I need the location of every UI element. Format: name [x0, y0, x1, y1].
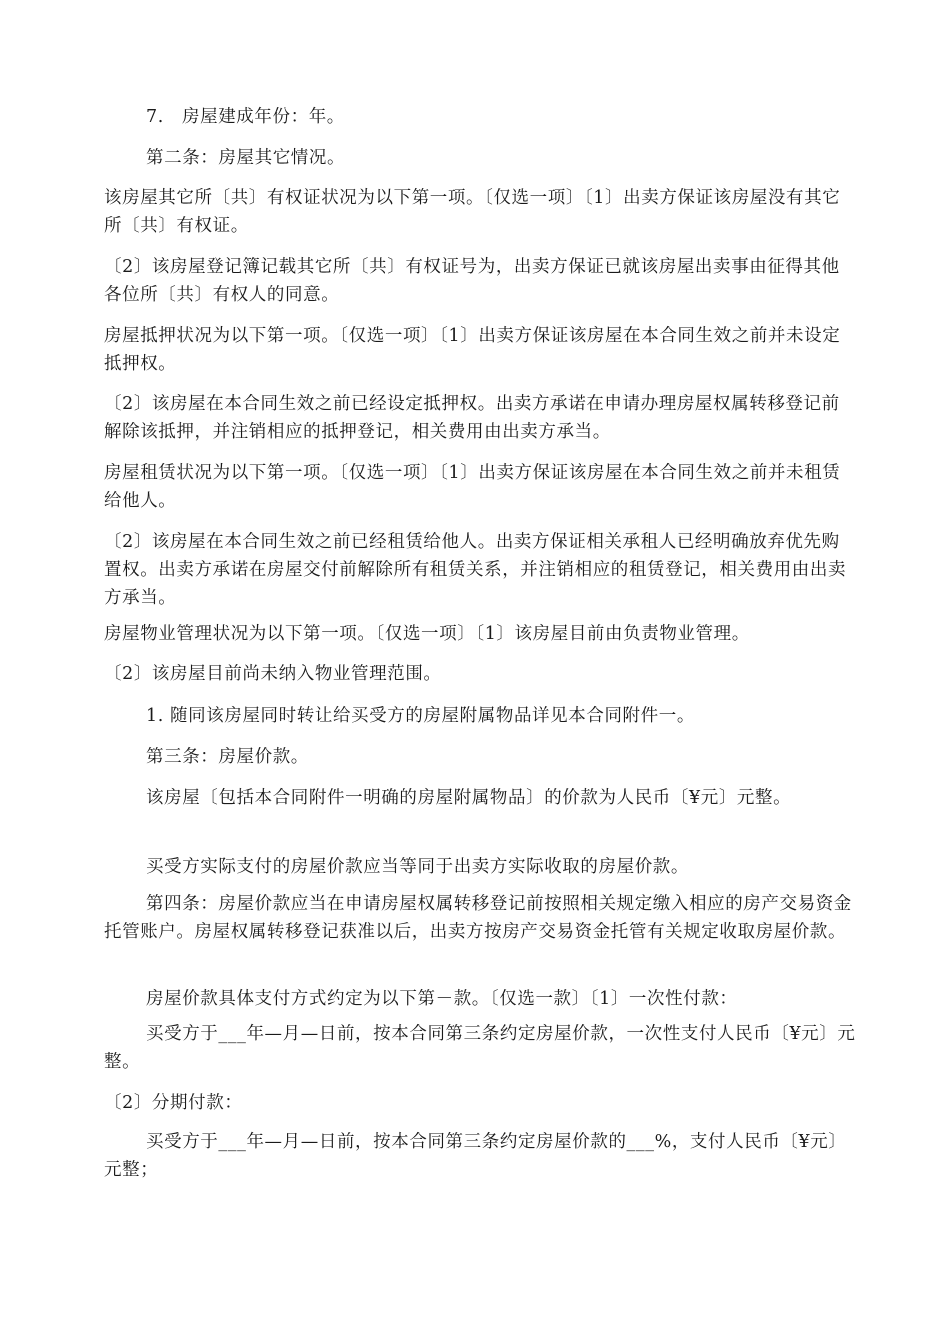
paragraph-payment-method: 房屋价款具体支付方式约定为以下第－款。〔仅选一款〕〔1〕一次性付款： — [146, 989, 738, 1009]
paragraph-lease-option-2: 〔2〕该房屋在本合同生效之前已经租赁给他人。出卖方保证相关承租人已经明确放弃优先购置权。出卖方承诺在房屋交付前解除所有租赁关系，并注销相应的租赁登记，相关费用由出卖方承当。 — [104, 532, 847, 608]
heading-article-three: 第三条：房屋价款。 — [146, 747, 309, 767]
paragraph-attached-items: 1. 随同该房屋同时转让给买受方的房屋附属物品详见本合同附件一。 — [146, 706, 695, 726]
paragraph-installment-payment: 买受方于___年—月—日前，按本合同第三条约定房屋价款的___%，支付人民币〔¥元〕元整； — [104, 1132, 847, 1180]
paragraph-house-price: 该房屋〔包括本合同附件一明确的房屋附属物品〕的价款为人民币〔¥元〕元整。 — [146, 788, 792, 808]
paragraph-installment-heading: 〔2〕分期付款： — [104, 1093, 243, 1113]
paragraph-co-ownership-option-2: 〔2〕该房屋登记簿记载其它所〔共〕有权证号为，出卖方保证已就该房屋出卖事由征得其他各位所〔共〕有权人的同意。 — [104, 257, 840, 305]
paragraph-mortgage-option-2: 〔2〕该房屋在本合同生效之前已经设定抵押权。出卖方承诺在申请办理房屋权属转移登记前解除该抵押，并注销相应的抵押登记，相关费用由出卖方承当。 — [104, 394, 840, 442]
paragraph-mortgage-status: 房屋抵押状况为以下第一项。〔仅选一项〕〔1〕出卖方保证该房屋在本合同生效之前并未设定抵押权。 — [104, 326, 841, 374]
paragraph-lease-status: 房屋租赁状况为以下第一项。〔仅选一项〕〔1〕出卖方保证该房屋在本合同生效之前并未租赁给他人。 — [104, 463, 841, 511]
paragraph-lump-sum-payment: 买受方于___年—月—日前，按本合同第三条约定房屋价款，一次性支付人民币〔¥元〕元整。 — [104, 1024, 856, 1072]
paragraph-co-ownership-status: 该房屋其它所〔共〕有权证状况为以下第一项。〔仅选一项〕〔1〕出卖方保证该房屋没有其它所〔共〕有权证。 — [104, 188, 841, 236]
paragraph-property-management-status: 房屋物业管理状况为以下第一项。〔仅选一项〕〔1〕该房屋目前由负责物业管理。 — [104, 624, 750, 644]
paragraph-property-management-option-2: 〔2〕该房屋目前尚未纳入物业管理范围。 — [104, 664, 442, 684]
paragraph-actual-payment: 买受方实际支付的房屋价款应当等同于出卖方实际收取的房屋价款。 — [146, 857, 689, 877]
heading-article-two: 第二条：房屋其它情况。 — [146, 148, 346, 168]
paragraph-house-build-year: 7. 房屋建成年份：年。 — [146, 107, 345, 127]
paragraph-article-four: 第四条：房屋价款应当在申请房屋权属转移登记前按照相关规定缴入相应的房产交易资金托管账户。房屋权属转移登记获准以后，出卖方按房产交易资金托管有关规定收取房屋价款。 — [104, 894, 852, 942]
